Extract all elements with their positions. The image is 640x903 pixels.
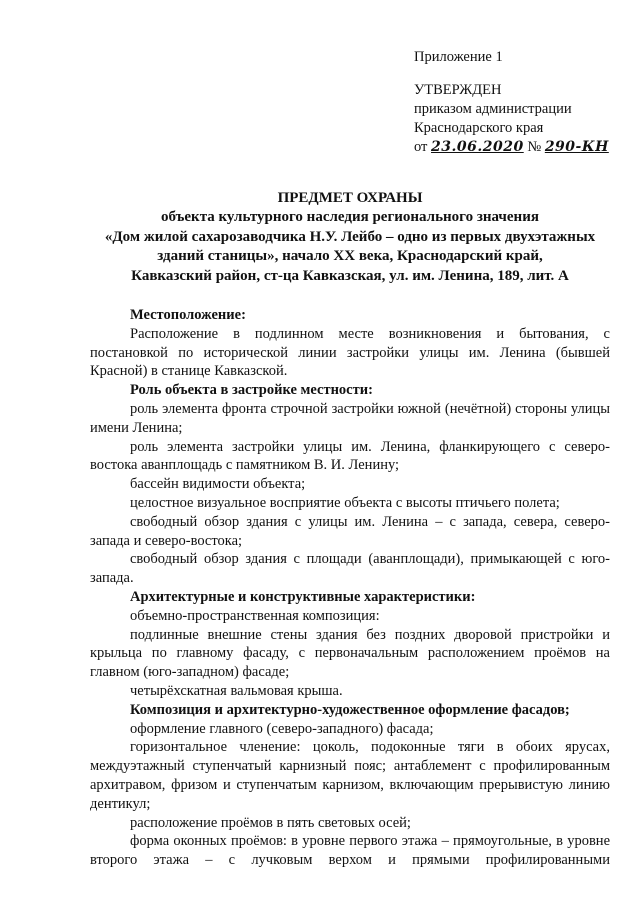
location-text: Расположение в подлинном месте возникновения и бытования, с постановкой по исторической линии застройки улицы им. Ленина (бывшей Красной) в станице Кавказской. [90, 325, 610, 380]
composition-item: горизонтальное членение: цоколь, подоконные тяги в обоих ярусах, междуэтажный ступенчатый карнизный пояс; антаблемент с профилированным архитравом, фризом и ступенчатым карнизом, включающим прерывистую линию дентикул; [90, 739, 610, 812]
architecture-item: объемно-пространственная композиция: [130, 607, 380, 624]
title-line-3: «Дом жилой сахарозаводчика Н.У. Лейбо – одно из первых двухэтажных [104, 228, 596, 245]
title-line-4: зданий станицы», начало XX века, Краснодарский край, [157, 248, 543, 265]
architecture-item: четырёхскатная вальмовая крыша. [130, 682, 343, 699]
approved-label: УТВЕРЖДЕН [414, 82, 502, 98]
appendix-label: Приложение 1 [414, 49, 503, 65]
location-heading: Местоположение: [130, 307, 246, 323]
composition-item: оформление главного (северо-западного) фасада; [130, 720, 434, 737]
region-label: Краснодарского края [414, 120, 544, 136]
approval-block [414, 48, 609, 157]
order-number: 290-КН [544, 139, 609, 155]
number-label: № [527, 139, 542, 155]
architecture-item: подлинные внешние стены здания без поздних дворовой пристройки и крыльца по главному фасаду, с первоначальным расположением проёмов на главном (юго-западном) фасаде; [90, 626, 610, 681]
order-label: приказом администрации [414, 101, 572, 117]
composition-item: форма оконных проёмов: в уровне первого этажа – прямоугольные, в уровне второго этажа – с лучковым верхом и прямыми профилированными [90, 833, 610, 869]
document-title [90, 189, 610, 286]
architecture-heading: Архитектурные и конструктивные характеристики: [130, 588, 476, 605]
role-item: роль элемента фронта строчной застройки южной (нечётной) стороны улицы имени Ленина; [90, 400, 610, 436]
from-label: от [414, 139, 428, 155]
title-line-1: ПРЕДМЕТ ОХРАНЫ [277, 190, 423, 206]
document-body [90, 306, 610, 870]
role-item: свободный обзор здания с улицы им. Ленина – с запада, севера, северо-запада и северо-востока; [90, 513, 610, 549]
role-heading: Роль объекта в застройке местности: [130, 382, 373, 399]
title-line-5: Кавказский район, ст-ца Кавказская, ул. им. Ленина, 189, лит. А [131, 267, 569, 284]
order-date: 23.06.2020 [431, 139, 524, 155]
role-item: роль элемента застройки улицы им. Ленина, фланкирующего с северо-востока аванплощадь с памятником В. И. Ленину; [90, 438, 610, 474]
composition-heading: Композиция и архитектурно-художественное оформление фасадов; [130, 701, 570, 718]
role-item: бассейн видимости объекта; [130, 476, 306, 493]
composition-item: расположение проёмов в пять световых осей; [130, 814, 411, 831]
title-line-2: объекта культурного наследия регионального значения [161, 209, 539, 226]
role-item: целостное визуальное восприятие объекта с высоты птичьего полета; [130, 494, 560, 511]
role-item: свободный обзор здания с площади (аванплощади), примыкающей с юго-запада. [90, 551, 610, 587]
order-date-line [414, 138, 609, 157]
